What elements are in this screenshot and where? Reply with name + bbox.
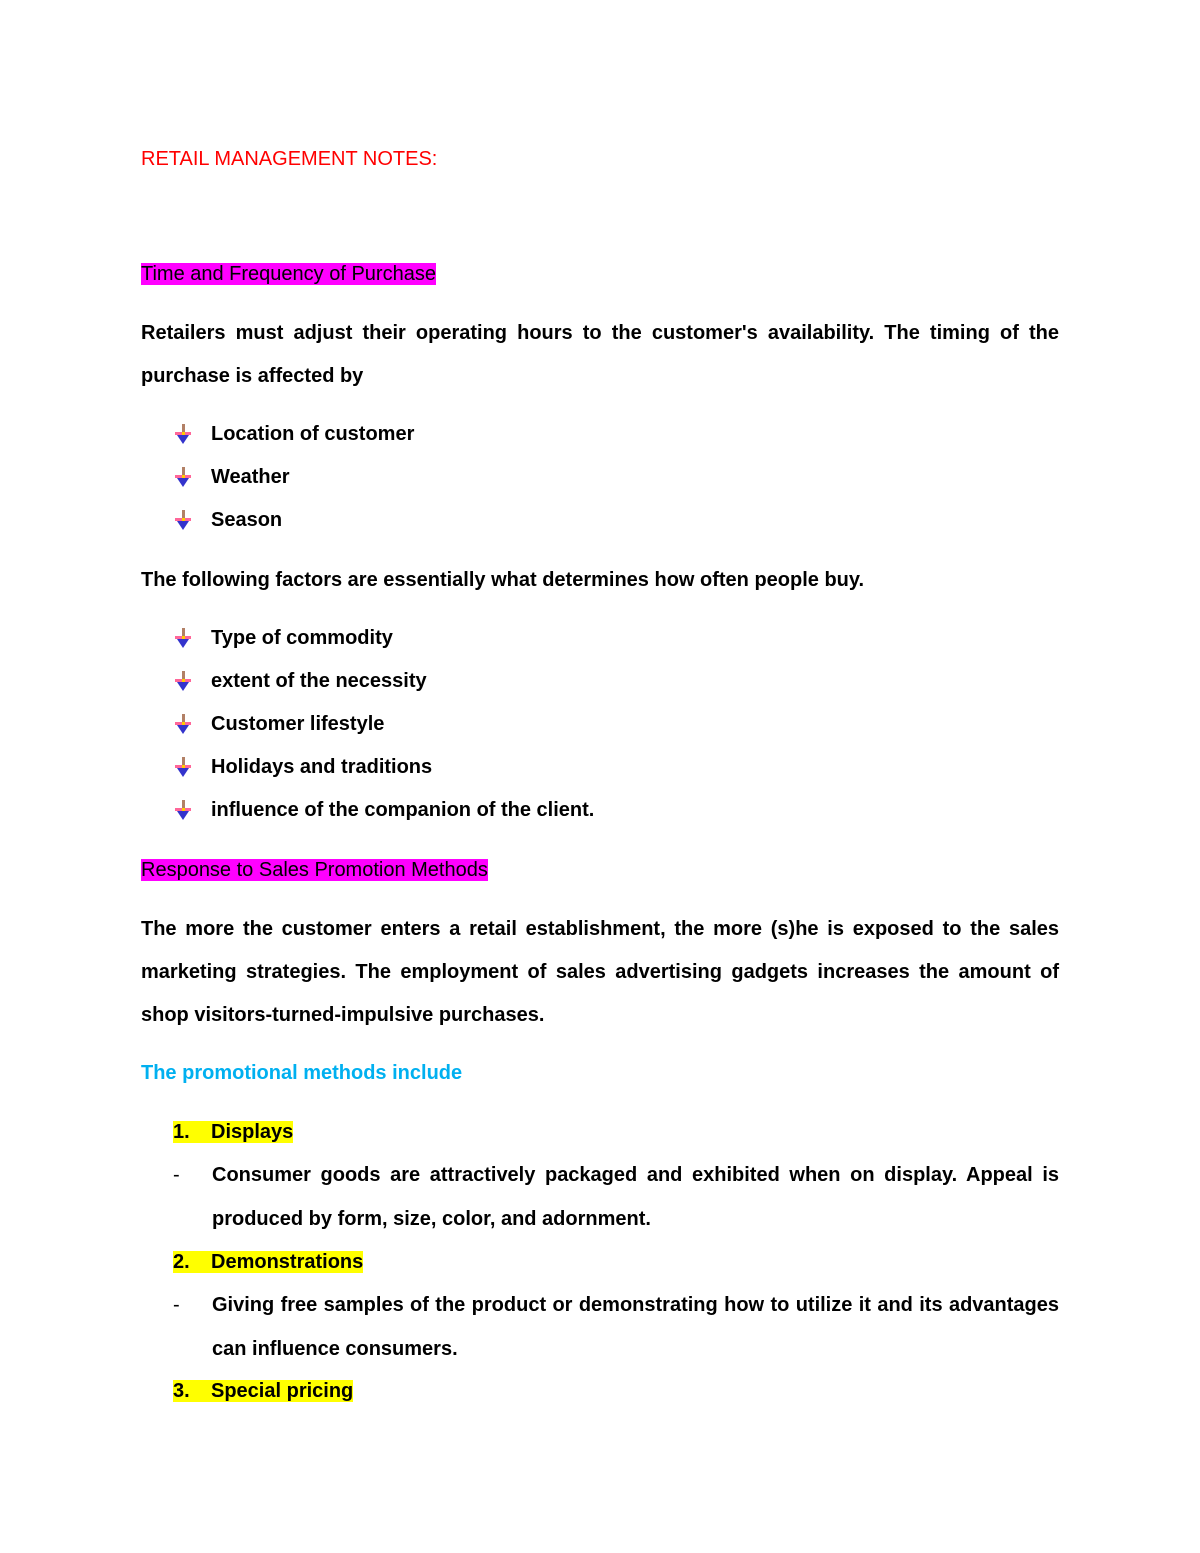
list-item-label: extent of the necessity xyxy=(211,670,427,692)
dash-marker: - xyxy=(173,1294,180,1316)
list-item xyxy=(173,797,594,823)
method-number: 3. xyxy=(173,1380,190,1402)
arrow-down-bullet-icon xyxy=(173,670,193,692)
paragraph-line: Retailers must adjust their operating hours to the customer's availability. The timing of the xyxy=(141,322,1059,344)
list-item-label: Holidays and traditions xyxy=(211,756,433,778)
method-number: 2. xyxy=(173,1251,190,1273)
method-name: Demonstrations xyxy=(211,1251,364,1273)
list-item-label: Season xyxy=(211,509,283,531)
section-heading-time-frequency xyxy=(141,261,436,287)
list-item xyxy=(173,711,384,737)
method-number: 1. xyxy=(173,1121,190,1143)
description-line: can influence consumers. xyxy=(212,1338,458,1360)
paragraph-line: The more the customer enters a retail establishment, the more (s)he is exposed to the sales xyxy=(141,918,1059,940)
list-item xyxy=(173,668,427,694)
arrow-down-bullet-icon xyxy=(173,509,193,531)
arrow-down-bullet-icon xyxy=(173,756,193,778)
list-item xyxy=(173,507,282,533)
method-name: Special pricing xyxy=(211,1380,354,1402)
list-item xyxy=(173,754,432,780)
method-heading xyxy=(173,1380,353,1402)
paragraph-line: marketing strategies. The employment of sales advertising gadgets increases the amount of xyxy=(141,961,1059,983)
list-item-label: influence of the companion of the client. xyxy=(211,799,595,821)
list-item-label: Customer lifestyle xyxy=(211,713,385,735)
method-heading xyxy=(173,1251,363,1273)
list-item-label: Location of customer xyxy=(211,423,415,445)
list-item-label: Type of commodity xyxy=(211,627,393,649)
arrow-down-bullet-icon xyxy=(173,466,193,488)
description-line: Consumer goods are attractively packaged and exhibited when on display. Appeal is xyxy=(212,1164,1059,1186)
list-item xyxy=(173,464,290,490)
arrow-down-bullet-icon xyxy=(173,799,193,821)
paragraph-line: shop visitors-turned-impulsive purchases. xyxy=(141,1004,545,1026)
heading-text: Time and Frequency of Purchase xyxy=(141,263,436,285)
method-item-special-pricing xyxy=(173,1378,353,1404)
heading-text: Response to Sales Promotion Methods xyxy=(141,859,488,881)
list-item-label: Weather xyxy=(211,466,290,488)
section-heading-sales-promotion xyxy=(141,857,488,883)
list-item xyxy=(173,625,393,651)
document-title: RETAIL MANAGEMENT NOTES: xyxy=(141,148,438,170)
arrow-down-bullet-icon xyxy=(173,423,193,445)
description-line: produced by form, size, color, and adornment. xyxy=(212,1208,651,1230)
method-item-displays xyxy=(173,1119,293,1145)
method-heading xyxy=(173,1121,293,1143)
description-line: Giving free samples of the product or demonstrating how to utilize it and its advantages xyxy=(212,1294,1059,1316)
arrow-down-bullet-icon xyxy=(173,713,193,735)
method-name: Displays xyxy=(211,1121,294,1143)
paragraph-line: purchase is affected by xyxy=(141,365,364,387)
list-item xyxy=(173,421,414,447)
method-item-demonstrations xyxy=(173,1249,363,1275)
arrow-down-bullet-icon xyxy=(173,627,193,649)
dash-marker: - xyxy=(173,1164,180,1186)
paragraph-line: The following factors are essentially what determines how often people buy. xyxy=(141,569,865,591)
promotional-methods-subheading: The promotional methods include xyxy=(141,1062,463,1084)
